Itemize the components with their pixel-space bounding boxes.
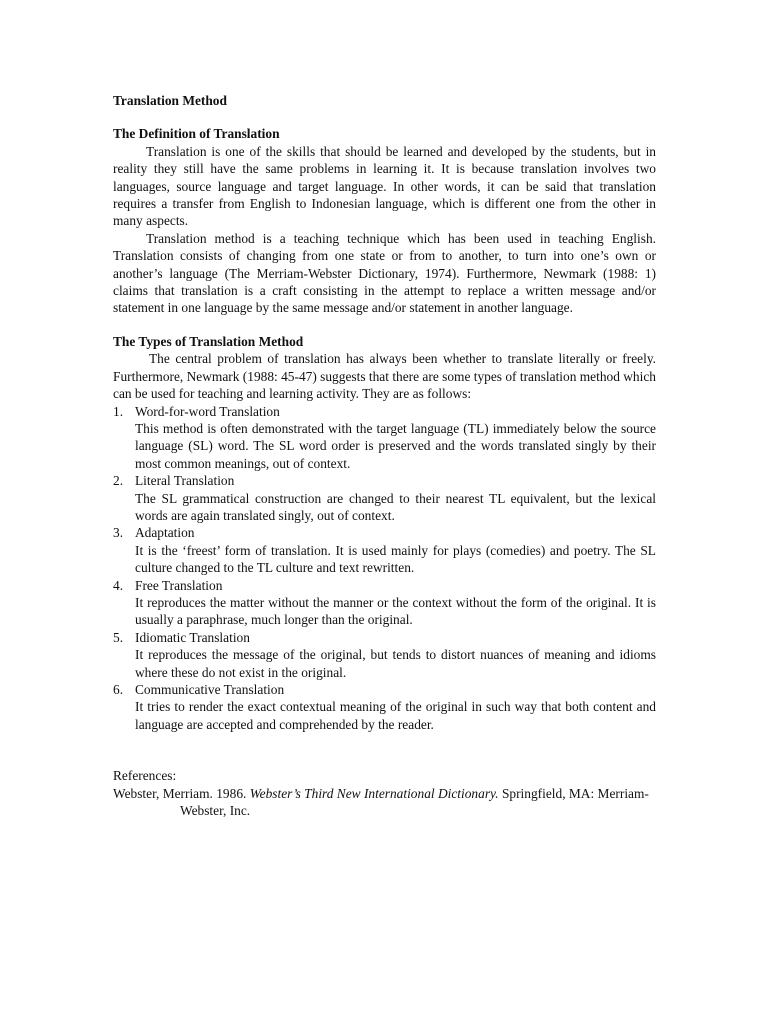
method-name: Idiomatic Translation	[135, 629, 250, 645]
types-intro-paragraph: The central problem of translation has always been whether to translate literally or freely. Furthermore, Newmark (1988: 45-47) suggests that there are some types of translation method which can be used for teaching and learning activity. They are as follows:	[113, 351, 656, 402]
types-heading: The Types of Translation Method	[113, 333, 304, 349]
list-item-number: 6.	[113, 682, 124, 697]
method-description: It is the ‘freest’ form of translation. It is used mainly for plays (comedies) and poetry. The SL culture changed to the TL culture and text rewritten.	[135, 542, 656, 576]
method-description: It tries to render the exact contextual meaning of the original in such way that both content and language are accepted and comprehended by the reader.	[135, 699, 656, 732]
definition-heading: The Definition of Translation	[113, 126, 280, 142]
reference-publisher: Springfield, MA: Merriam-Webster, Inc.	[180, 785, 649, 819]
section-spacer	[113, 317, 656, 333]
method-description: It reproduces the message of the original, but tends to distort nuances of meaning and idioms where these do not exist in the original.	[135, 647, 656, 680]
method-description: This method is often demonstrated with the target language (TL) immediately below the source language (SL) word. The SL word order is preserved and the words translated singly by their most common meanings, out of context.	[135, 420, 656, 471]
definition-paragraph-1: Translation is one of the skills that should be learned and developed by the students, but in reality they still have the same problems in learning it. It is because translation involves two languages, source language and target language. In other words, it can be said that translation requires a transfer from English to Indonesian language, which is different one from the other in many aspects.	[113, 143, 656, 229]
definition-paragraph-2: Translation method is a teaching technique which has been used in teaching English. Translation consists of changing from one state or from to another, to turn into one’s own or another’s language (The Merriam-Webster Dictionary, 1974). Furthermore, Newmark (1988: 1) claims that translation is a craft consisting in the attempt to replace a written message and/or statement in one language by the same message and/or statement in another language.	[113, 230, 656, 316]
references-section	[113, 767, 656, 819]
list-item-number: 5.	[113, 629, 124, 645]
list-item	[113, 403, 656, 473]
list-item	[113, 629, 656, 681]
list-item-number: 3.	[113, 525, 124, 541]
references-label: References:	[113, 768, 177, 784]
reference-entry	[113, 785, 656, 820]
reference-author: Webster, Merriam. 1986.	[113, 785, 247, 801]
method-name: Free Translation	[135, 577, 223, 593]
document-title: Translation Method	[113, 93, 227, 108]
method-name: Communicative Translation	[135, 682, 285, 697]
list-item-number: 2.	[113, 473, 124, 489]
list-item	[113, 472, 656, 524]
reference-title: Webster’s Third New International Dictionary.	[249, 785, 499, 801]
method-name: Literal Translation	[135, 473, 235, 489]
method-name: Adaptation	[135, 525, 195, 541]
list-item	[113, 524, 656, 576]
method-description: It reproduces the matter without the manner or the context without the form of the original. It is usually a paraphrase, much longer than the original.	[135, 594, 656, 628]
method-description: The SL grammatical construction are changed to their nearest TL equivalent, but the lexical words are again translated singly, out of context.	[135, 490, 656, 523]
method-name: Word-for-word Translation	[135, 403, 280, 419]
list-item-number: 1.	[113, 403, 124, 419]
list-item-number: 4.	[113, 577, 124, 593]
method-list	[113, 403, 656, 734]
list-item	[113, 681, 656, 733]
list-item	[113, 577, 656, 629]
